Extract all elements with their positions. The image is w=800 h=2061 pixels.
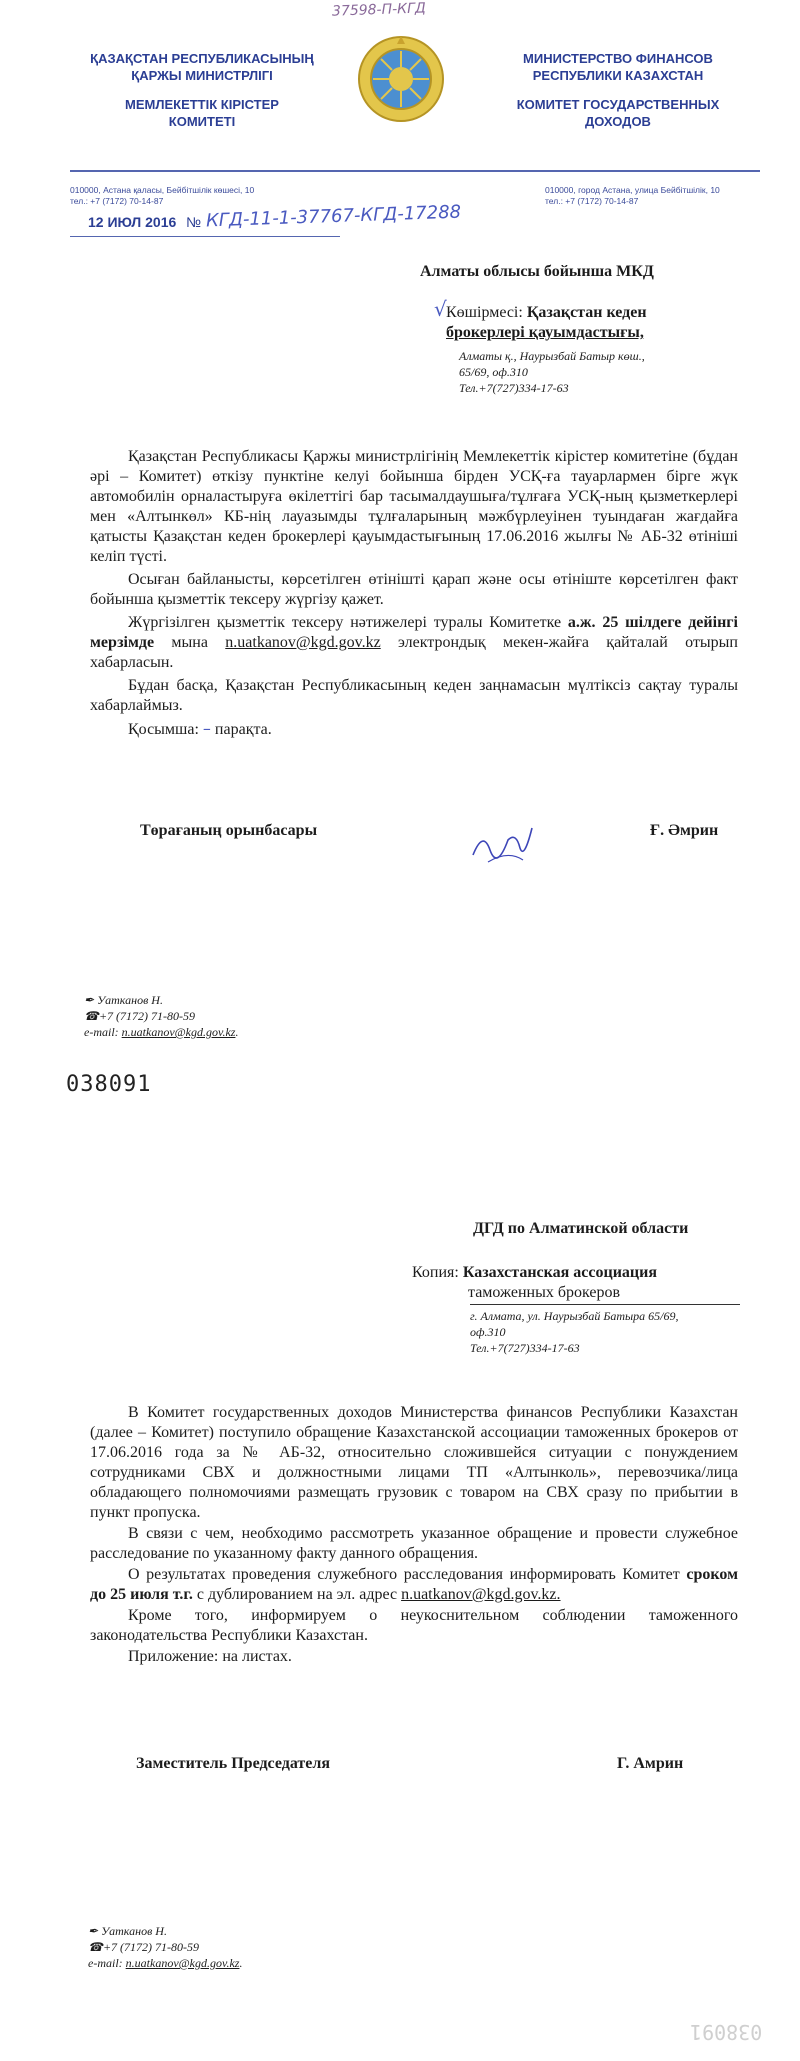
ru-paragraph-3 (90, 1565, 738, 1605)
kz-executor-email-dot: . (235, 1025, 239, 1039)
phone-icon: ☎ (84, 1009, 99, 1023)
kz-p3-email-link[interactable]: n.uatkanov@kgd.gov.kz (225, 634, 381, 651)
ru-body (90, 1403, 738, 1667)
kz-p3-text-c: электрондық мекен-жайға қайталай отырып хабарласын. (90, 634, 738, 671)
address-left-line1: 010000, Астана қаласы, Бейбітшілік көшесі, 10 (70, 185, 255, 195)
ru-paragraph-4: Кроме того, информируем о неукоснительном соблюдении таможенного законодательства Республики Казахстан. (90, 1607, 738, 1644)
header-right-line2: РЕСПУБЛИКИ КАЗАХСТАН (532, 68, 704, 83)
ru-executor-block (88, 1923, 242, 1971)
header-left-line1: ҚАЗАҚСТАН РЕСПУБЛИКАСЫНЫҢ (90, 51, 314, 66)
ru-paragraph-5: Приложение: на листах. (128, 1648, 292, 1665)
ru-executor-name: Уатканов Н. (101, 1924, 167, 1938)
check-mark-icon: √ (434, 297, 447, 321)
ru-paragraph-1: В Комитет государственных доходов Министерства финансов Республики Казахстан (далее – Комитет) поступило обращение Казахстанской ассоциации таможенных брокеров от 17.06.2016 года за № АБ-32, относительно сложившейся ситуации с понуждением сотрудниками СВХ и должностными лицами ТП «Алтынколь», перевозчика/лица обладающего полномочиями размещать грузовик с товаром на СВХ сразу по прибытии в пункт пропуска. (90, 1404, 738, 1521)
pen-icon: ✒ (88, 1924, 99, 1938)
kz-copy-label: Көшірмесі: (446, 304, 523, 321)
ru-executor-email-dot: . (239, 1956, 243, 1970)
kz-copy-org-line2: брокерлері қауымдастығы, (446, 324, 644, 341)
kz-executor-email-label: e-mail: (84, 1025, 119, 1039)
kz-executor-email[interactable]: n.uatkanov@kgd.gov.kz (121, 1025, 236, 1039)
header-left-line3: МЕМЛЕКЕТТІК КІРІСТЕР (125, 97, 279, 112)
kz-attachment-label: Қосымша: (128, 721, 199, 738)
ru-signer-title: Заместитель Председателя (136, 1755, 331, 1772)
kz-copy-address (459, 348, 645, 396)
kz-body (90, 447, 738, 740)
ru-addressee: ДГД по Алматинской области (473, 1220, 689, 1237)
kz-paragraph-2: Осыған байланысты, көрсетілген өтінішті қарап және осы өтініште көрсетілген факт бойынша қызметтік тексеру жүргізу қажет. (90, 571, 738, 608)
kz-p3-deadline: а.ж. 25 шілдеге дейінгі мерзімде (90, 614, 739, 651)
header-left-line2: ҚАРЖЫ МИНИСТРЛІГІ (131, 68, 273, 83)
ru-p3-text-a: О результатах проведения служебного расследования информировать Комитет (128, 1566, 687, 1583)
ru-copy-address (470, 1308, 679, 1356)
ru-copy-address-line1: г. Алмата, ул. Наурызбай Батыра 65/69, (470, 1309, 679, 1323)
state-emblem (356, 34, 446, 124)
ru-copy-underline (470, 1304, 740, 1305)
ru-paragraph-2: В связи с чем, необходимо рассмотреть указанное обращение и провести служебное расследование по указанному факту данного обращения. (90, 1525, 738, 1562)
kz-paragraph-5 (90, 719, 738, 740)
ru-copy-address-line2: оф.310 (470, 1325, 506, 1339)
kz-signer-title: Төрағаның орынбасары (140, 822, 318, 839)
header-right-line4: ДОХОДОВ (585, 114, 651, 129)
ru-executor-email-label: e-mail: (88, 1956, 123, 1970)
signature-icon (468, 820, 538, 870)
kz-executor-phone: +7 (7172) 71-80-59 (98, 1009, 196, 1023)
number-underline (200, 236, 340, 237)
ru-p3-text-b: с дублированием на эл. адрес (192, 1586, 402, 1603)
pen-icon: ✒ (84, 993, 95, 1007)
header-left-line4: КОМИТЕТІ (168, 114, 236, 129)
header-rule (70, 170, 760, 172)
ru-p3-email-link[interactable]: n.uatkanov@kgd.gov.kz. (401, 1586, 561, 1603)
address-left (70, 185, 254, 207)
ru-copy-org-line1: Казахстанская ассоциация (462, 1264, 658, 1281)
header-right-line1: МИНИСТЕРСТВО ФИНАНСОВ (523, 51, 713, 66)
header-right-line3: КОМИТЕТ ГОСУДАРСТВЕННЫХ (516, 97, 720, 112)
ru-p3-deadline: сроком до 25 июля т.г. (90, 1566, 738, 1603)
kz-p3-text-b: мына (154, 634, 226, 651)
address-right-line1: 010000, город Астана, улица Бейбітшілік, 10 (545, 185, 720, 195)
handwritten-outgoing-number: КГД-11-1-37767-КГД-17288 (205, 201, 462, 232)
kz-attachment-suffix: парақта. (214, 721, 272, 738)
kz-addressee: Алматы облысы бойынша МКД (420, 263, 654, 280)
kz-copy-block (434, 297, 647, 343)
kz-copy-tel: Тел.+7(727)334-17-63 (459, 381, 569, 395)
address-left-line2: тел.: +7 (7172) 70-14-87 (70, 196, 164, 206)
ru-copy-tel: Тел.+7(727)334-17-63 (470, 1341, 580, 1355)
kz-paragraph-4: Бұдан басқа, Қазақстан Республикасының кеден заңнамасын мүлтіксіз сақтау туралы хабарлаймыз. (90, 677, 738, 714)
number-sign: № (186, 214, 202, 230)
ru-executor-email[interactable]: n.uatkanov@kgd.gov.kz (125, 1956, 240, 1970)
ru-copy-block (412, 1263, 657, 1283)
serial-number: 038091 (66, 1072, 152, 1097)
kz-executor-block (84, 992, 238, 1040)
bleed-through-serial: 038091 (690, 2020, 763, 2044)
kz-copy-address-line2: 65/69, оф.310 (459, 365, 528, 379)
kz-executor-name: Уатканов Н. (97, 993, 163, 1007)
kz-paragraph-3 (90, 613, 738, 673)
ru-signer-name: Г. Амрин (617, 1755, 684, 1772)
handwritten-reg-number: 37598-П-КГД (331, 0, 427, 20)
emblem-icon (356, 34, 446, 124)
kz-attachment-count: – (202, 719, 211, 738)
kz-p3-text-a: Жүргізілген қызметтік тексеру нәтижелері туралы Комитетке (128, 614, 568, 631)
header-right (468, 50, 768, 130)
header-left (52, 50, 352, 130)
ru-copy-org-line2: таможенных брокеров (468, 1284, 621, 1301)
address-right-line2: тел.: +7 (7172) 70-14-87 (545, 196, 639, 206)
phone-icon: ☎ (88, 1940, 103, 1954)
signature-mark (468, 820, 538, 875)
kz-paragraph-1: Қазақстан Республикасы Қаржы министрлігінің Мемлекеттік кірістер комитетіне (бұдан әрі – Комитет) өткізу пунктіне келуі бойынша бірден УСҚ-ға тауарлармен бірге жүк автомобилін орналастыруға өкілеттігі бар тасымалдаушыға/тұлғаға УСҚ-ның қызметкерлері мен «Алтынкөл» КБ-нің лауазымды тұлғаларының мәжбүрлеуінен туындаған жағдайға қатысты Қазақстан кеден брокерлері қауымдастығының 17.06.2016 жылғы № АБ-32 өтініші келіп түсті. (90, 448, 738, 565)
kz-copy-address-line1: Алматы қ., Наурызбай Батыр көш., (459, 349, 645, 363)
address-right (545, 185, 720, 207)
date-underline (70, 236, 210, 237)
ru-executor-phone: +7 (7172) 71-80-59 (102, 1940, 200, 1954)
kz-signer-name: Ғ. Әмрин (650, 822, 719, 839)
ru-copy-label: Копия: (412, 1264, 459, 1281)
kz-copy-org-line1: Қазақстан кеден (526, 304, 647, 321)
stamp-date: 12 ИЮЛ 2016 (88, 214, 177, 230)
